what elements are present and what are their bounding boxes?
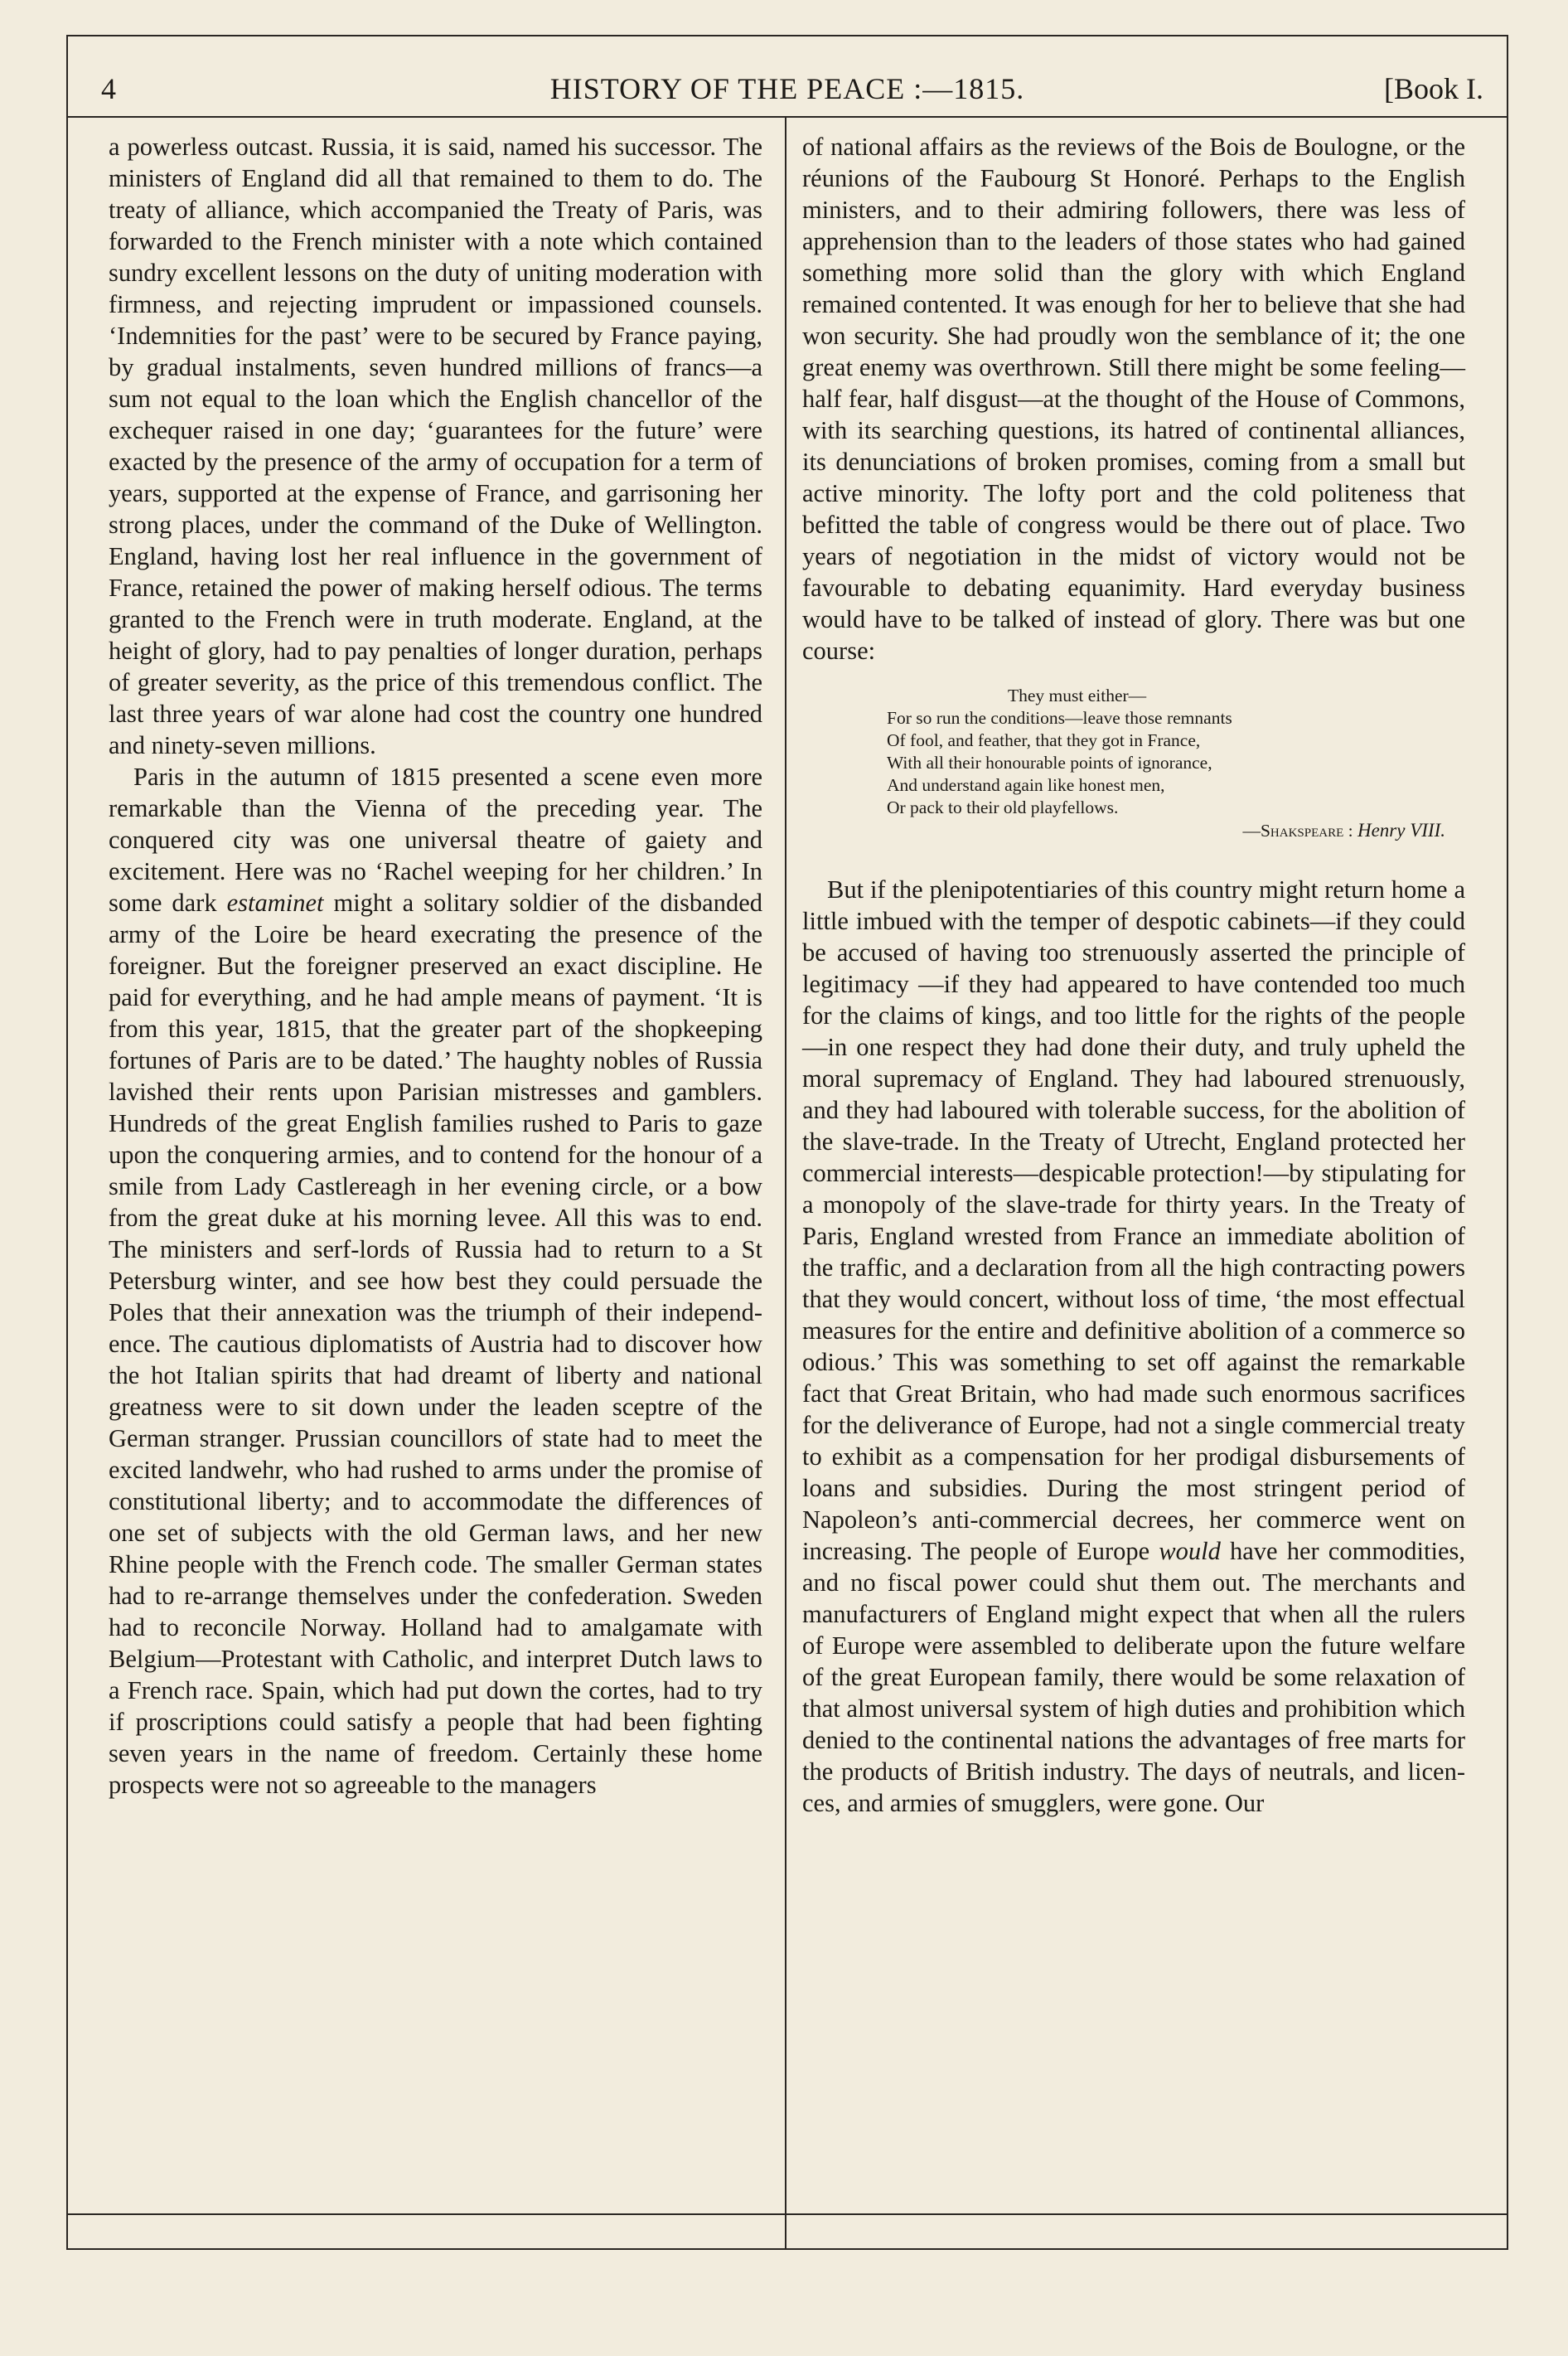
paragraph-gap [802, 842, 1465, 874]
right-paragraph-1: of national affairs as the reviews of the Bois de Boulogne, or the réunions of the Faubourg St Honoré. Perhaps to the English ministers, and to their admiring followers, there was less of apprehension than to the leaders of those states who had gained something more solid than the glory with which England remained contented. It was enough for her to believe that she had won security. She had proudly won the semblance of it; the one great enemy was overthrown. Still there might be some feeling—half fear, half disgust—at the thought of the House of Commons, with its searching questions, its hatred of continental alliances, its denunciations of broken promises, coming from a small but active minority. The lofty port and the cold politeness that befitted the table of congress would be there out of place. Two years of negotiation in the midst of victory would not be favourable to debating equanimity. Hard everyday business would have to be talked of instead of glory. There was but one course: [802, 133, 1465, 665]
page-number: 4 [101, 72, 116, 105]
left-paragraph-2-emphasis: estaminet [226, 889, 324, 917]
quote-line: For so run the conditions—leave those remnants [887, 708, 1232, 728]
quote-line: And understand again like honest men, [887, 775, 1165, 795]
left-paragraph-2 [109, 761, 762, 1801]
column-divider [785, 118, 786, 2250]
running-title: HISTORY OF THE PEACE :—1815. [549, 72, 1025, 105]
right-paragraph-2-emphasis: would [1159, 1537, 1221, 1565]
quote-line: They must either— [1008, 686, 1147, 705]
left-paragraph-2-part-b: might a solitary soldier of the disbanded army of the Loire be heard execrating the presence of the foreigner. But the foreigner preserved an exact discipline. He paid for everything, and he had ample means of payment. ‘It is from this year, 1815, that the greater part of the shopkeeping fortunes of Paris are to be dated.’ The haughty nobles of Russia lavished their rents upon Parisian mistresses and gamblers. Hundreds of the great English families rushed to Paris to gaze upon the conquering armies, and to contend for the honour of a smile from Lady Castlereagh in her evening circle, or a bow from the great duke at his morning levee. All this was to end. The ministers and serf-lords of Russia had to return to a St Petersburg winter, and see how best they could persuade the Poles that their annexation was the triumph of their independence. The cautious diplomatists of Austria had to discover how the hot Italian spirits that had dreamt of liberty and national greatness were to sit down under the leaden sceptre of the German stranger. Prussian councillors of state had to meet the excited landwehr, who had rushed to arms under the promise of constitutional liberty; and to accommodate the differences of one set of subjects with the old German laws, and her new Rhine people with the French code. The smaller German states had to re-arrange themselves under the confederation. Sweden had to reconcile Norway. Holland had to amalgamate with Belgium—Protestant with Catholic, and interpret Dutch laws to a French race. Spain, which had put down the cortes, had to try if proscriptions could satisfy a people that had been fighting seven years in the name of freedom. Certainly these home prospects were not so agreeable to the managers [109, 889, 763, 1799]
right-paragraph-2-part-b: have her commodities, and no fiscal power could shut them out. The merchants and manufacturers of England might expect that when all the rulers of Europe were assembled to deliberate upon the future welfare of the great European family, there would be some relaxation of that almost universal system of high duties and prohibition which denied to the continental nations the advantages of free marts for the products of British industry. The days of neutrals, and licences, and armies of smugglers, were gone. Our [802, 1537, 1465, 1817]
quote-line: With all their honourable points of ignorance, [887, 753, 1212, 773]
header-rule [66, 116, 1508, 118]
right-column [802, 131, 1465, 1819]
right-paragraph-2 [802, 874, 1465, 1819]
book-label: [Book I. [1384, 72, 1483, 105]
right-paragraph-2-part-a: But if the plenipotentiaries of this country might return home a little imbued with the temper of despotic cabinets—if they could be accused of having too strenuously asserted the principle of legitimacy —if they had appeared to have contended too much for the claims of kings, and too little for the rights of the people—in one respect they had done their duty, and truly upheld the moral supremacy of England. They had laboured strenuously, and they had laboured with tolerable success, for the abolition of the slave-trade. In the Treaty of Utrecht, England protected her commercial interests—despicable protection!—by stipulating for a monopoly of the slave-trade for thirty years. In the Treaty of Paris, England wrested from France an immediate abolition of the traffic, and a declaration from all the high contracting powers that they would concert, without loss of time, ‘the most effectual measures for the entire and definitive abolition of a commerce so odious.’ This was something to set off against the remarkable fact that Great Britain, who had made such enormous sacrifices for the deliverance of Europe, had not a single commercial treaty to exhibit as a compensation for her prodigal disbursements of loans and subsidies. During the most stringent period of Napoleon’s anti-commercial decrees, her commerce went on increasing. The people of Europe [802, 875, 1465, 1565]
left-column [109, 131, 762, 1801]
quote-author: —Shakspeare : [1242, 821, 1353, 841]
bottom-rule [66, 2213, 1508, 2215]
quote-attribution [887, 819, 1465, 842]
left-paragraph-1: a powerless outcast. Russia, it is said, named his successor. The ministers of England did all that remained to them to do. The treaty of alliance, which accompanied the Treaty of Paris, was forwarded to the French minister with a note which contained sundry excellent lessons on the duty of uniting moderation with firmness, and rejecting imprudent or impassioned counsels. ‘Indemnities for the past’ were to be secured by France paying, by gradual instalments, seven hundred millions of francs—a sum not equal to the loan which the English chancellor of the exchequer raised in one day; ‘guarantees for the future’ were exacted by the presence of the army of occupation for a term of years, supported at the expense of France, and garrisoning her strong places, under the command of the Duke of Wellington. England, having lost her real influence in the government of France, retained the power of making herself odious. The terms granted to the French were in truth moderate. England, at the height of glory, had to pay penalties of longer duration, perhaps of greater severity, as the price of this tremendous conflict. The last three years of war alone had cost the country one hundred and ninety-seven millions. [109, 133, 762, 759]
quote-line: Or pack to their old playfellows. [887, 797, 1119, 817]
verse-quotation [887, 685, 1465, 842]
left-paragraph-2-part-a: Paris in the autumn of 1815 presented a scene even more remarkable than the Vienna of the preceding year. The conquered city was one universal theatre of gaiety and excitement. Here was no ‘Rachel weeping for her children.’ In some dark [109, 763, 762, 917]
quote-line: Of fool, and feather, that they got in France, [887, 730, 1201, 750]
running-header [66, 66, 1508, 118]
quote-work: Henry VIII. [1357, 820, 1445, 841]
